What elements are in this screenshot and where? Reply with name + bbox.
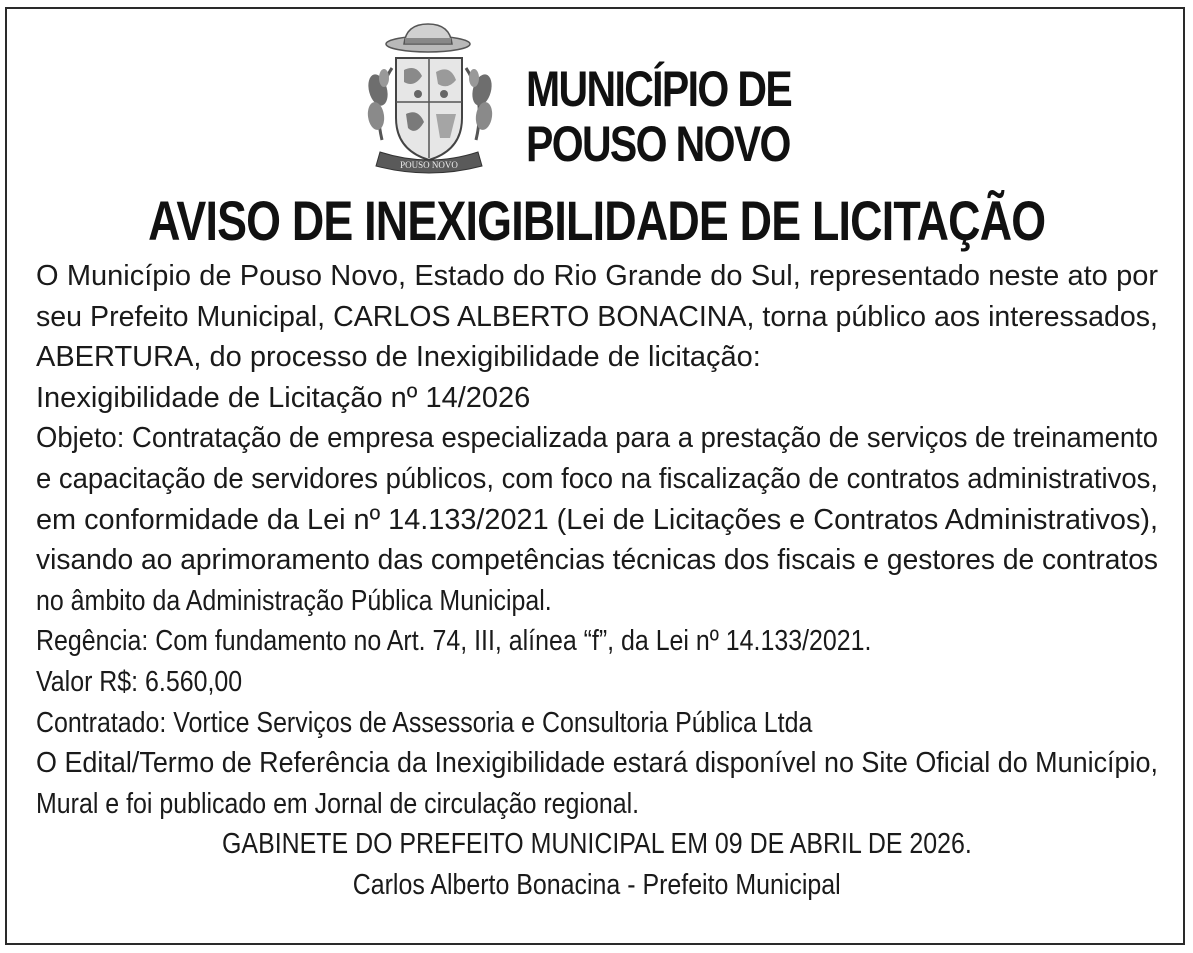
coat-of-arms-icon	[358, 18, 508, 178]
closing-text-inner: GABINETE DO PREFEITO MUNICIPAL EM 09 DE ABRIL DE 2026.	[222, 828, 972, 861]
object-line-2: e capacitação de servidores públicos, com foco na fiscalização de contratos administrativos,	[36, 462, 1158, 495]
object-line-3: em conformidade da Lei nº 14.133/2021 (Lei de Licitações e Contratos Administrativos),	[36, 503, 1158, 536]
municipality-line-1: MUNICÍPIO DE	[526, 61, 792, 117]
contractor-text: Contratado: Vortice Serviços de Assessoria e Consultoria Pública Ltda	[36, 706, 813, 739]
availability-line-2: Mural e foi publicado em Jornal de circulação regional.	[36, 787, 640, 820]
value-text: Valor R$: 6.560,00	[36, 665, 243, 698]
regency-text: Regência: Com fundamento no Art. 74, III, alínea “f”, da Lei nº 14.133/2021.	[36, 625, 872, 658]
intro-line-3: ABERTURA, do processo de Inexigibilidade de licitação:	[36, 341, 761, 374]
process-number: Inexigibilidade de Licitação nº 14/2026	[36, 381, 531, 414]
notice-title	[0, 190, 1193, 252]
closing-text	[36, 824, 1158, 865]
crest-banner-text: POUSO NOVO	[400, 160, 458, 170]
availability-line-1: O Edital/Termo de Referência da Inexigibilidade estará disponível no Site Oficial do Município,	[36, 747, 1158, 780]
object-paragraph	[36, 418, 1158, 621]
intro-line-2: seu Prefeito Municipal, CARLOS ALBERTO BONACINA, torna público aos interessados,	[36, 300, 1158, 333]
availability-paragraph	[36, 743, 1158, 824]
intro-paragraph	[36, 256, 1158, 378]
municipality-name	[526, 62, 791, 172]
intro-line-1: O Município de Pouso Novo, Estado do Rio Grande do Sul, representado neste ato por	[36, 260, 1158, 292]
notice-body	[36, 256, 1158, 906]
municipality-line-2: POUSO NOVO	[526, 116, 790, 172]
signature-text	[36, 865, 1158, 906]
object-line-1: Objeto: Contratação de empresa especializada para a prestação de serviços de treinamento	[36, 422, 1158, 455]
signature-text-inner: Carlos Alberto Bonacina - Prefeito Municipal	[353, 868, 841, 901]
notice-header	[0, 18, 1193, 188]
notice-title-text: AVISO DE INEXIGIBILIDADE DE LICITAÇÃO	[147, 189, 1046, 252]
object-line-5: no âmbito da Administração Pública Municipal.	[36, 584, 552, 617]
object-line-4: visando ao aprimoramento das competências técnicas dos fiscais e gestores de contratos	[36, 544, 1158, 577]
